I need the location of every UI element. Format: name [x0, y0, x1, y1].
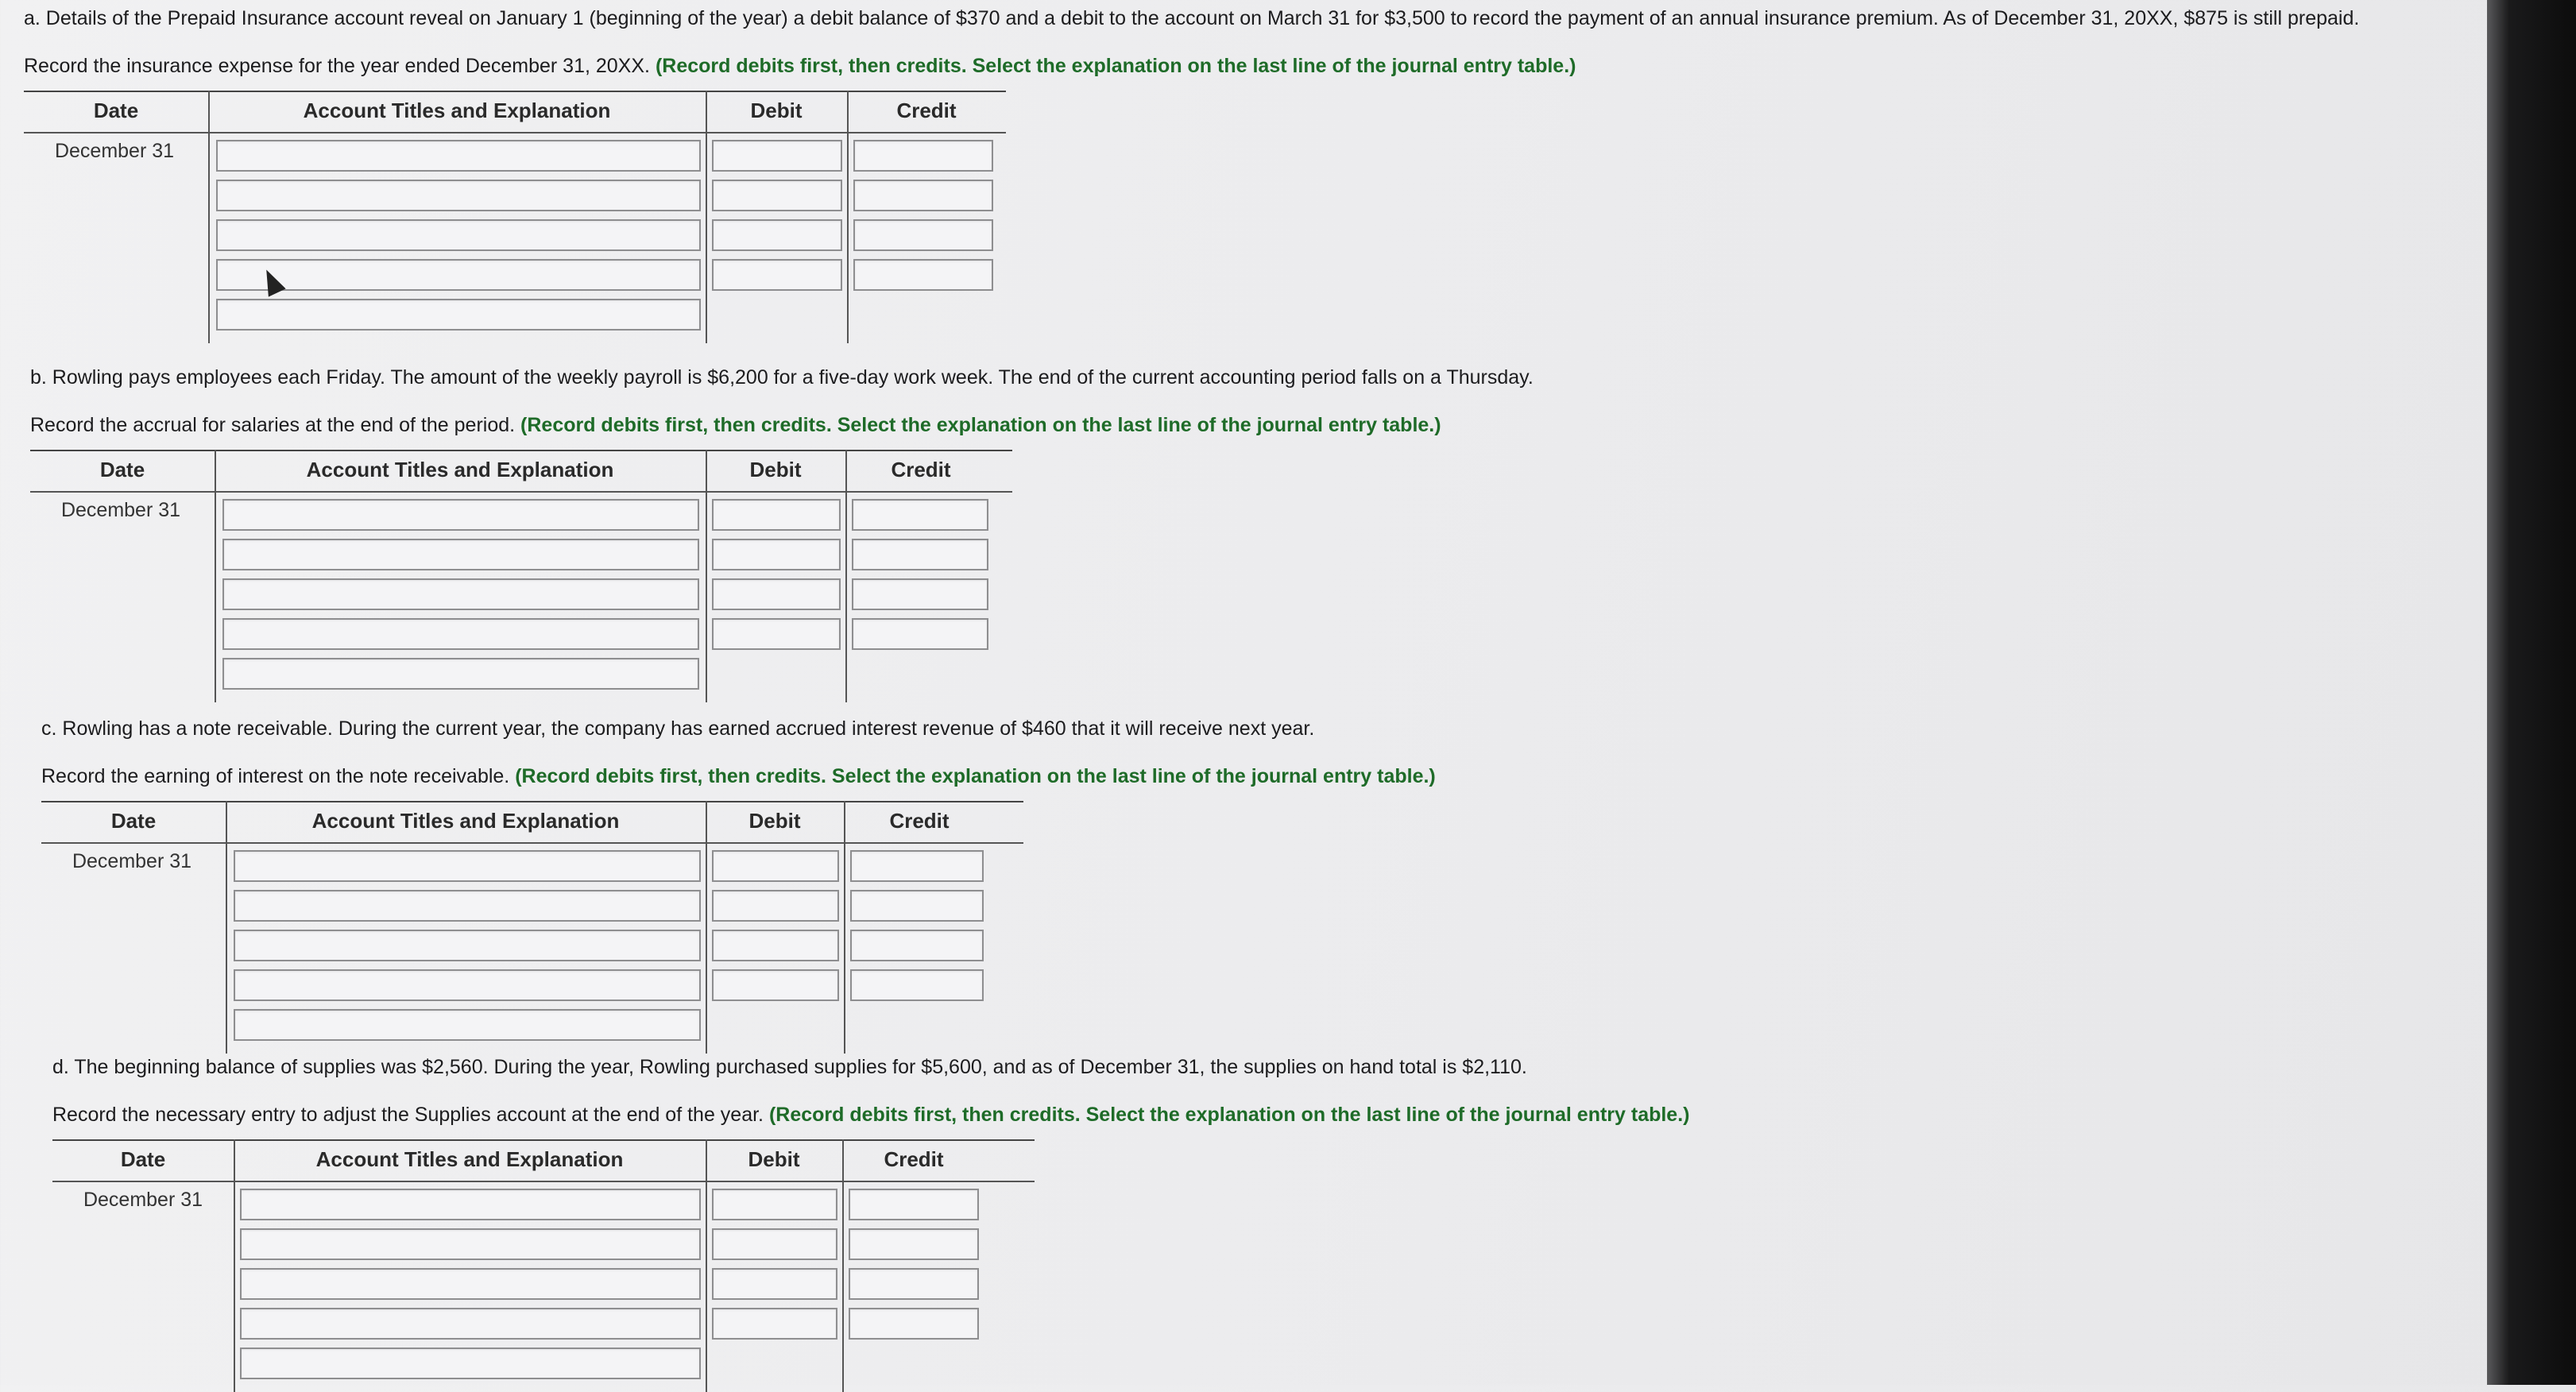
credit-input[interactable]	[852, 618, 988, 650]
account-input[interactable]	[234, 930, 701, 961]
date-header: Date	[110, 809, 157, 833]
debit-input[interactable]	[712, 219, 842, 251]
debit-input[interactable]	[712, 890, 839, 922]
account-header: Account Titles and Explanation	[306, 458, 614, 481]
section-a	[24, 5, 2360, 343]
debit-input[interactable]	[712, 539, 841, 570]
credit-input[interactable]	[852, 539, 988, 570]
credit-input[interactable]	[850, 930, 984, 961]
debit-input[interactable]	[712, 1308, 837, 1340]
explanation-input[interactable]	[216, 299, 701, 331]
section-a-prompt: a. Details of the Prepaid Insurance account reveal on January 1 (beginning of the year) a debit balance of $370 and a debit to the account on March 31 for $3,500 to record the payment of an annual insurance premium. As of December 31, 20XX, $875 is still prepaid.	[24, 7, 2360, 29]
debit-header: Debit	[750, 99, 803, 122]
account-input[interactable]	[240, 1308, 701, 1340]
debit-header: Debit	[748, 809, 801, 833]
debit-input[interactable]	[712, 618, 841, 650]
date-header: Date	[120, 1147, 166, 1171]
account-header: Account Titles and Explanation	[311, 809, 620, 833]
date-cell: December 31	[54, 140, 175, 162]
debit-input[interactable]	[712, 140, 842, 172]
date-header: Date	[99, 458, 145, 481]
section-b	[30, 364, 2017, 702]
account-input[interactable]	[222, 578, 699, 610]
credit-input[interactable]	[849, 1228, 979, 1260]
account-input[interactable]	[222, 499, 699, 531]
section-b-task: Record the accrual for salaries at the end of the period. (Record debits first, then credits. Select the explanation on the last line of the journal entry table.)	[30, 414, 1441, 436]
debit-input[interactable]	[712, 499, 841, 531]
section-c	[41, 715, 2028, 1054]
section-d-prompt: d. The beginning balance of supplies was $2,560. During the year, Rowling purchased supplies for $5,600, and as of December 31, the supplies on hand total is $2,110.	[52, 1056, 1527, 1078]
account-input[interactable]	[216, 259, 701, 291]
account-input[interactable]	[222, 618, 699, 650]
credit-input[interactable]	[849, 1189, 979, 1220]
journal-table-d	[52, 1139, 1035, 1392]
date-cell: December 31	[83, 1189, 203, 1211]
account-header: Account Titles and Explanation	[315, 1147, 624, 1171]
section-d-task: Record the necessary entry to adjust the Supplies account at the end of the year. (Record debits first, then credits. Select the explanation on the last line of the journal entry table.)	[52, 1104, 1690, 1126]
credit-input[interactable]	[850, 969, 984, 1001]
credit-input[interactable]	[852, 578, 988, 610]
debit-input[interactable]	[712, 1228, 837, 1260]
explanation-input[interactable]	[240, 1348, 701, 1379]
account-input[interactable]	[222, 539, 699, 570]
date-cell: December 31	[72, 850, 192, 872]
debit-input[interactable]	[712, 1268, 837, 1300]
account-input[interactable]	[216, 140, 701, 172]
section-b-instruction: (Record debits first, then credits. Select the explanation on the last line of the journal entry table.)	[520, 414, 1441, 436]
section-a-task: Record the insurance expense for the year ended December 31, 20XX. (Record debits first, then credits. Select the explanation on the last line of the journal entry table.)	[24, 55, 1576, 77]
screen-edge	[2487, 0, 2576, 1385]
debit-input[interactable]	[712, 180, 842, 211]
debit-input[interactable]	[712, 259, 842, 291]
account-input[interactable]	[216, 219, 701, 251]
debit-input[interactable]	[712, 930, 839, 961]
account-input[interactable]	[234, 850, 701, 882]
date-header: Date	[93, 99, 139, 122]
account-input[interactable]	[234, 969, 701, 1001]
journal-table-a	[24, 91, 1006, 343]
debit-input[interactable]	[712, 578, 841, 610]
section-c-task: Record the earning of interest on the note receivable. (Record debits first, then credits. Select the explanation on the last line of the journal entry table.)	[41, 765, 1436, 787]
account-input[interactable]	[240, 1228, 701, 1260]
credit-header: Credit	[891, 458, 951, 481]
debit-input[interactable]	[712, 1189, 837, 1220]
credit-header: Credit	[896, 99, 957, 122]
account-input[interactable]	[240, 1189, 701, 1220]
debit-header: Debit	[748, 1147, 800, 1171]
credit-input[interactable]	[853, 140, 993, 172]
date-cell: December 31	[60, 499, 181, 521]
debit-input[interactable]	[712, 850, 839, 882]
journal-table-b	[30, 450, 1012, 702]
section-c-instruction: (Record debits first, then credits. Select the explanation on the last line of the journal entry table.)	[515, 765, 1436, 787]
section-c-prompt: c. Rowling has a note receivable. During the current year, the company has earned accrued interest revenue of $460 that it will receive next year.	[41, 717, 1315, 740]
debit-header: Debit	[749, 458, 802, 481]
explanation-input[interactable]	[234, 1009, 701, 1041]
section-d-instruction: (Record debits first, then credits. Select the explanation on the last line of the journal entry table.)	[768, 1104, 1690, 1126]
credit-input[interactable]	[853, 219, 993, 251]
credit-header: Credit	[889, 809, 950, 833]
account-input[interactable]	[216, 180, 701, 211]
credit-input[interactable]	[850, 850, 984, 882]
credit-input[interactable]	[852, 499, 988, 531]
credit-header: Credit	[884, 1147, 944, 1171]
section-d	[52, 1054, 2039, 1392]
explanation-input[interactable]	[222, 658, 699, 690]
credit-input[interactable]	[850, 890, 984, 922]
account-input[interactable]	[240, 1268, 701, 1300]
section-b-prompt: b. Rowling pays employees each Friday. The amount of the weekly payroll is $6,200 for a five-day work week. The end of the current accounting period falls on a Thursday.	[30, 366, 1534, 389]
debit-input[interactable]	[712, 969, 839, 1001]
credit-input[interactable]	[853, 259, 993, 291]
credit-input[interactable]	[853, 180, 993, 211]
section-a-instruction: (Record debits first, then credits. Select the explanation on the last line of the journal entry table.)	[655, 55, 1576, 77]
credit-input[interactable]	[849, 1308, 979, 1340]
credit-input[interactable]	[849, 1268, 979, 1300]
journal-table-c	[41, 801, 1023, 1054]
account-header: Account Titles and Explanation	[303, 99, 611, 122]
account-input[interactable]	[234, 890, 701, 922]
